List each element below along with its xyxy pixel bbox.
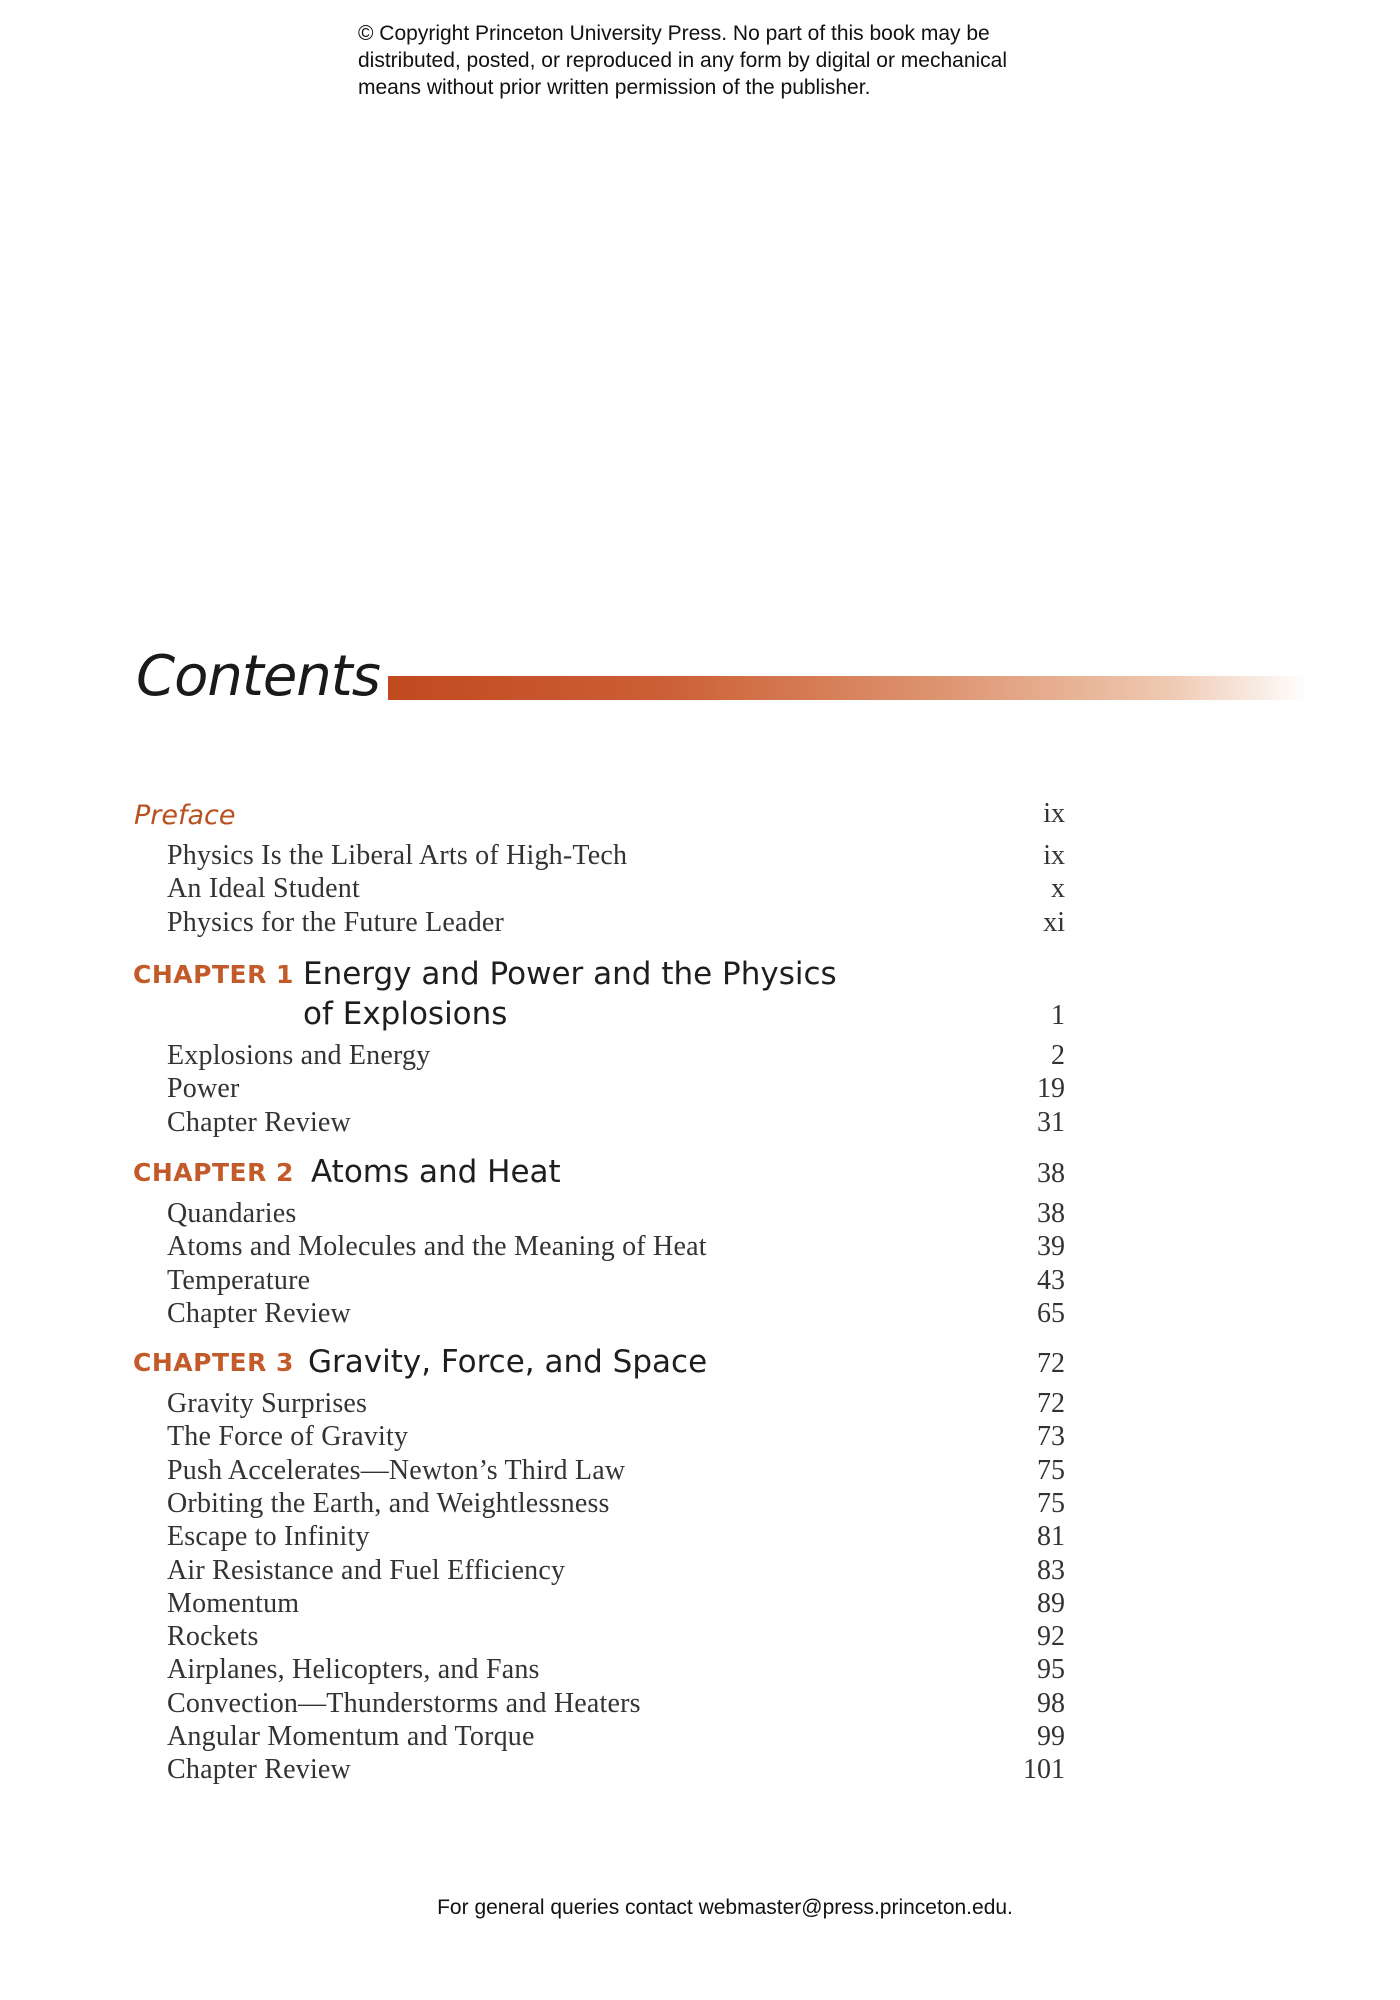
toc-section-page: x xyxy=(1051,873,1065,905)
toc-section-page: 99 xyxy=(1037,1721,1065,1752)
copyright-line: means without prior written permission of the publisher. xyxy=(358,76,871,99)
toc-section-page: 101 xyxy=(1023,1754,1065,1786)
toc-section-title: Escape to Infinity xyxy=(167,1521,370,1553)
toc-section-page: 2 xyxy=(1051,1040,1065,1071)
chapter-label: CHAPTER 3 xyxy=(133,1348,294,1377)
copyright-line: distributed, posted, or reproduced in any form by digital or mechanical xyxy=(358,49,1008,72)
toc-section-title: Explosions and Energy xyxy=(167,1040,431,1071)
toc-section-page: 83 xyxy=(1037,1554,1065,1586)
toc-section-title: Airplanes, Helicopters, and Fans xyxy=(167,1654,540,1686)
toc-section-page: 19 xyxy=(1037,1073,1065,1105)
chapter-title: Energy and Power and the Physics xyxy=(303,956,837,992)
chapter-page-number: 38 xyxy=(1037,1158,1065,1189)
toc-section-page: 75 xyxy=(1037,1454,1065,1486)
toc-section-title: Orbiting the Earth, and Weightlessness xyxy=(167,1487,610,1519)
toc-section-title: An Ideal Student xyxy=(167,873,360,905)
toc-section-page: 65 xyxy=(1037,1297,1065,1329)
chapter-page-number: 72 xyxy=(1037,1348,1065,1379)
toc-section-page: ix xyxy=(1043,840,1065,871)
toc-section-title: Quandaries xyxy=(167,1198,297,1229)
toc-section-title: Gravity Surprises xyxy=(167,1388,368,1419)
toc-section-page: 75 xyxy=(1037,1487,1065,1519)
toc-section-page: 43 xyxy=(1037,1264,1065,1296)
toc-section-page: 73 xyxy=(1037,1421,1065,1453)
toc-section-title: Temperature xyxy=(167,1264,311,1296)
chapter-title: Gravity, Force, and Space xyxy=(308,1344,708,1380)
toc-section-title: Push Accelerates—Newton’s Third Law xyxy=(167,1454,626,1486)
toc-section-page: 89 xyxy=(1037,1587,1065,1619)
toc-section-page: 98 xyxy=(1037,1687,1065,1719)
toc-section-title: Chapter Review xyxy=(167,1754,351,1786)
footer-contact: For general queries contact webmaster@press.princeton.edu. xyxy=(437,1896,1013,1919)
toc-section-title: Chapter Review xyxy=(167,1297,351,1329)
toc-section-page: 92 xyxy=(1037,1621,1065,1653)
toc-section-page: 95 xyxy=(1037,1654,1065,1686)
toc-section-title: Angular Momentum and Torque xyxy=(167,1721,535,1752)
preface-label: Preface xyxy=(134,800,236,831)
chapter-title: of Explosions xyxy=(303,996,508,1032)
toc-section-title: Momentum xyxy=(167,1587,300,1619)
toc-section-page: 39 xyxy=(1037,1231,1065,1263)
chapter-label: CHAPTER 1 xyxy=(133,960,294,989)
toc-section-title: The Force of Gravity xyxy=(167,1421,409,1453)
copyright-line: © Copyright Princeton University Press. No part of this book may be xyxy=(358,22,990,45)
chapter-page-number: 1 xyxy=(1051,1000,1065,1031)
chapter-label: CHAPTER 2 xyxy=(133,1158,294,1187)
toc-section-page: xi xyxy=(1043,906,1065,938)
chapter-title: Atoms and Heat xyxy=(311,1154,561,1190)
toc-section-title: Convection—Thunderstorms and Heaters xyxy=(167,1687,641,1719)
preface-page-number: ix xyxy=(1043,798,1065,829)
toc-section-page: 31 xyxy=(1037,1106,1065,1138)
contents-heading: Contents xyxy=(136,644,380,709)
toc-section-page: 72 xyxy=(1037,1388,1065,1419)
toc-section-page: 81 xyxy=(1037,1521,1065,1553)
toc-section-title: Atoms and Molecules and the Meaning of Heat xyxy=(167,1231,707,1263)
toc-section-title: Air Resistance and Fuel Efficiency xyxy=(167,1554,566,1586)
toc-section-title: Rockets xyxy=(167,1621,259,1653)
toc-section-title: Power xyxy=(167,1073,240,1105)
toc-section-title: Physics for the Future Leader xyxy=(167,906,505,938)
toc-section-page: 38 xyxy=(1037,1198,1065,1229)
toc-section-title: Physics Is the Liberal Arts of High-Tech xyxy=(167,840,628,871)
toc-section-title: Chapter Review xyxy=(167,1106,351,1138)
